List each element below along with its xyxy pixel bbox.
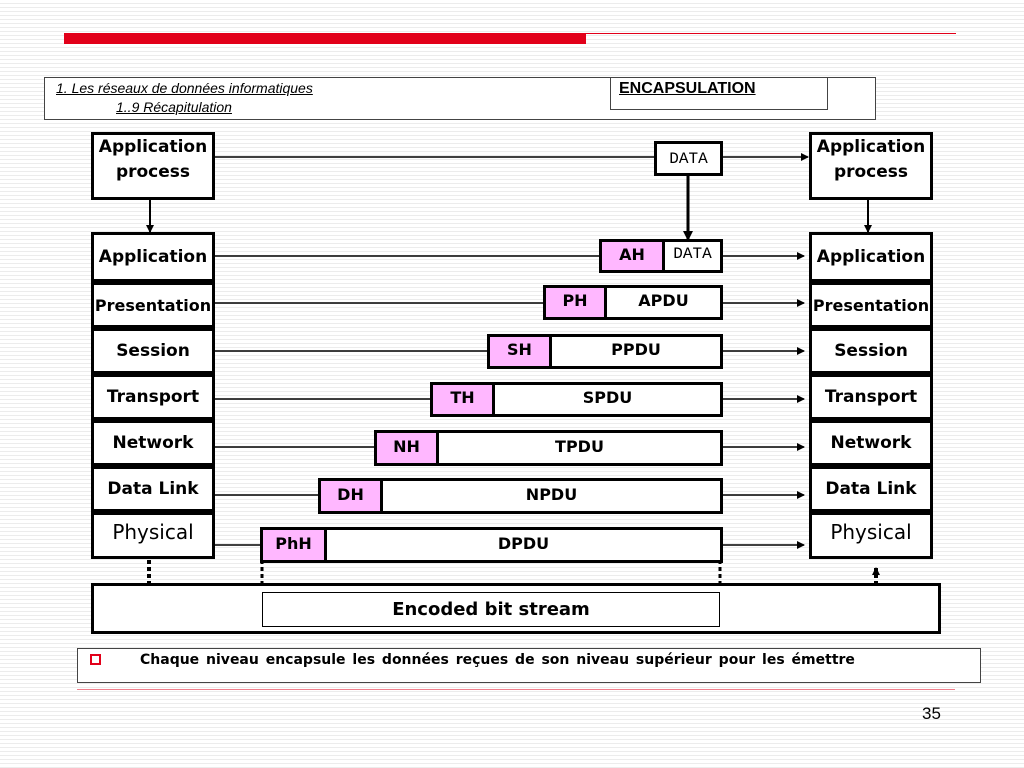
pdu-body-spdu: SPDU xyxy=(582,388,633,407)
pdu-data xyxy=(599,239,723,273)
left-layer-data-link: Data Link xyxy=(91,466,215,512)
right-layer-data-link: Data Link xyxy=(809,466,933,512)
left-layer-session: Session xyxy=(91,328,215,374)
right-application-process: Application process xyxy=(809,132,933,200)
pdu-header-dh: DH xyxy=(321,481,383,511)
pdu-ppdu xyxy=(487,334,723,369)
pdu-body-ppdu: PPDU xyxy=(611,340,661,359)
pdu-npdu xyxy=(318,478,723,514)
left-layer-network: Network xyxy=(91,420,215,466)
right-layer-application: Application xyxy=(809,232,933,282)
pdu-body-data: DATA xyxy=(673,245,712,263)
pdu-body-npdu: NPDU xyxy=(525,484,578,504)
right-layer-network: Network xyxy=(809,420,933,466)
right-layer-transport: Transport xyxy=(809,374,933,420)
left-layer-presentation: Presentation xyxy=(91,282,215,328)
pdu-body-tpdu: TPDU xyxy=(555,436,604,456)
pdu-header-phh: PhH xyxy=(263,530,327,560)
data-box: DATA xyxy=(654,141,723,176)
page-title: 1. Les réseaux de données informatiques xyxy=(56,80,313,96)
bullet-icon xyxy=(90,654,101,665)
pdu-body-dpdu: DPDU xyxy=(497,533,550,553)
footnote-underline xyxy=(77,689,955,690)
left-application-process: Application process xyxy=(91,132,215,200)
left-layer-physical: Physical xyxy=(91,512,215,559)
pdu-body-apdu: APDU xyxy=(638,291,689,310)
footnote-text: Chaque niveau encapsule les données reçues de son niveau supérieur pour les émettre xyxy=(140,652,855,668)
pdu-header-ph: PH xyxy=(546,288,607,317)
pdu-apdu xyxy=(543,285,723,320)
process-connectors xyxy=(150,157,868,240)
pdu-header-th: TH xyxy=(433,385,495,414)
right-layer-session: Session xyxy=(809,328,933,374)
topic-title: ENCAPSULATION xyxy=(619,80,756,97)
page-number: 35 xyxy=(922,704,941,723)
left-layer-application: Application xyxy=(91,232,215,282)
left-layer-transport: Transport xyxy=(91,374,215,420)
pdu-spdu xyxy=(430,382,723,417)
pdu-tpdu xyxy=(374,430,723,466)
pdu-dpdu xyxy=(260,527,723,563)
page-subtitle: 1..9 Récapitulation xyxy=(116,99,232,115)
right-layer-physical: Physical xyxy=(809,512,933,559)
pdu-header-sh: SH xyxy=(490,337,552,366)
right-layer-presentation: Presentation xyxy=(809,282,933,328)
pdu-header-nh: NH xyxy=(377,433,439,463)
pdu-header-ah: AH xyxy=(602,242,665,270)
bitstream-box: Encoded bit stream xyxy=(262,592,720,627)
